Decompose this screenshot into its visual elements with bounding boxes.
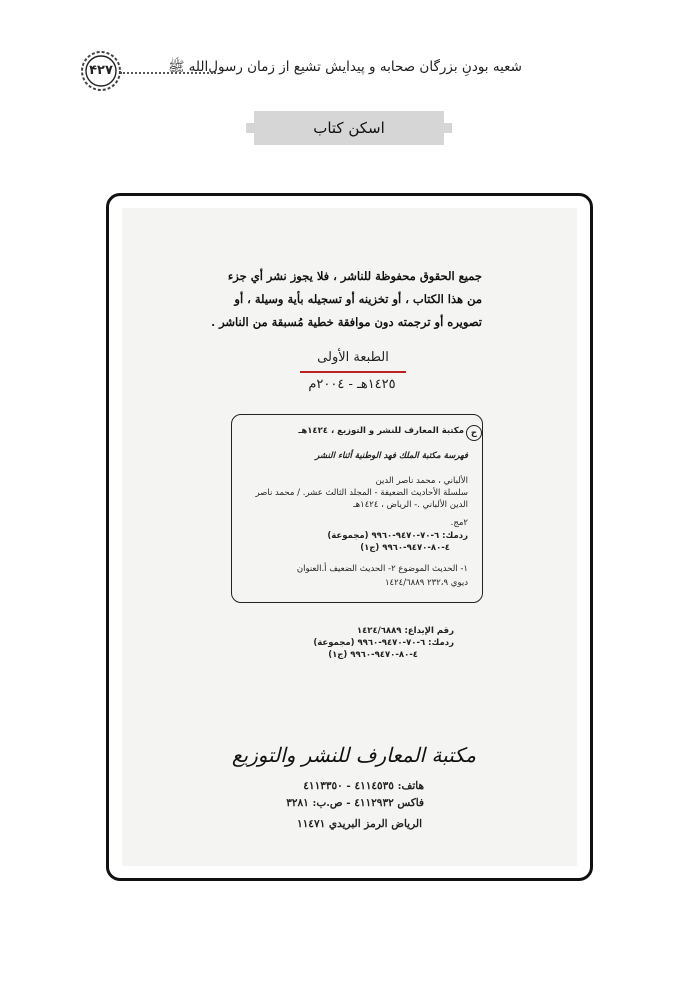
- catalog-line: ٢مج.: [450, 518, 468, 528]
- catalog-line: مكتبة المعارف للنشر و التوزيع ، ١٤٢٤هـ: [298, 426, 464, 436]
- copyright-notice-line: من هذا الكتاب ، أو تخزينه أو تسجيله بأية وسيلة ، أو: [234, 292, 482, 306]
- deposit-line: ردمك: ٦-٧٠-٩٤٧٠-٩٩٦٠ (مجموعة): [313, 638, 454, 648]
- catalog-line: ١- الحديث الموضوع ٢- الحديث الضعيف أ.العنوان: [296, 564, 468, 574]
- catalog-line: ردمك: ٦-٧٠-٩٤٧٠-٩٩٦٠ (مجموعة): [327, 531, 468, 541]
- catalog-line: ٤-٨٠-٩٤٧٠-٩٩٦٠ (ج١): [360, 543, 450, 553]
- copyright-symbol: ح: [466, 425, 482, 441]
- catalog-line: الدين الألباني .- الرياض ، ١٤٢٤هـ: [353, 500, 468, 510]
- edition-label: الطبعة الأولى: [317, 350, 389, 365]
- publisher-name: مكتبة المعارف للنشر والتوزيع: [231, 743, 476, 767]
- catalog-line: سلسلة الأحاديث الضعيفة - المجلد الثالث عشر. / محمد ناصر: [255, 488, 468, 498]
- copyright-notice-line: تصويره أو ترجمته دون موافقة خطية مُسبقة من الناشر .: [211, 315, 482, 329]
- deposit-line: رقم الإيداع: ١٤٢٤/٦٨٨٩: [356, 626, 454, 636]
- badge-left-tab: [246, 123, 254, 133]
- header-dotted-rule: [120, 72, 216, 74]
- section-badge: اسکن کتاب: [254, 111, 444, 145]
- page-number: ۴۲۷: [89, 63, 113, 78]
- catalog-line: الألباني ، محمد ناصر الدين: [375, 476, 468, 486]
- running-header-title: شعیه بودنِ بزرگان صحابه و پیدایش تشیع از زمان رسول‌الله ﷺ: [168, 59, 522, 75]
- edition-underline: [300, 371, 406, 373]
- deposit-line: ٤-٨٠-٩٤٧٠-٩٩٦٠ (ج١): [328, 650, 418, 660]
- badge-right-tab: [444, 123, 452, 133]
- publisher-address: الرياض الرمز البريدي ١١٤٧١: [297, 818, 422, 830]
- catalog-line: ديوي ٢٣٢،٩ ١٤٢٤/٦٨٨٩: [384, 578, 468, 588]
- copyright-notice-line: جميع الحقوق محفوظة للناشر ، فلا يجوز نشر أي جزء: [227, 269, 482, 283]
- publisher-phone: هاتف: ٤١١٤٥٣٥ - ٤١١٣٣٥٠: [303, 780, 424, 792]
- catalog-line: فهرسة مكتبة الملك فهد الوطنية أثناء النشر: [315, 451, 468, 461]
- publisher-fax: فاكس ٤١١٢٩٣٢ - ص.ب: ٣٢٨١: [286, 797, 424, 809]
- edition-year: ١٤٢٥هـ - ٢٠٠٤م: [308, 377, 396, 392]
